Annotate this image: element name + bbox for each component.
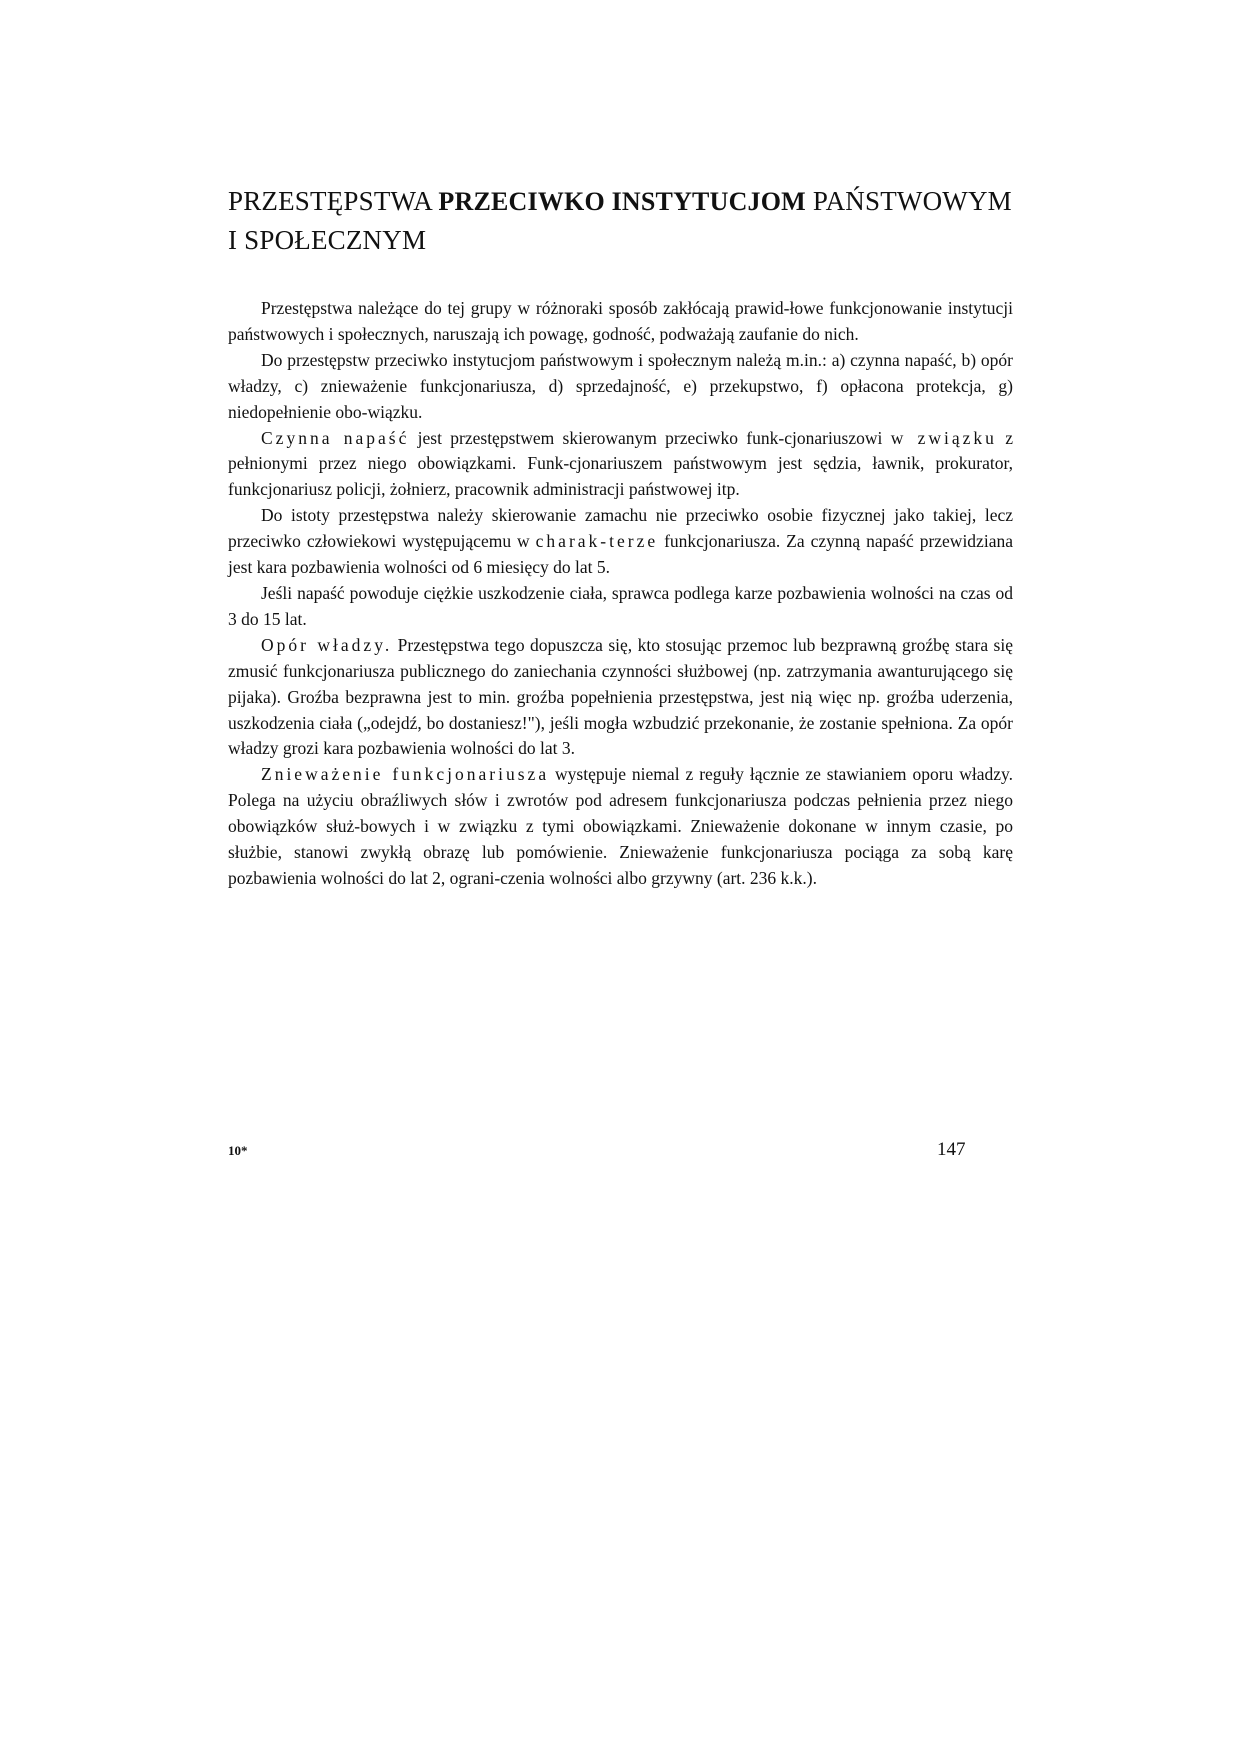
paragraph-text: Przestępstwa tego dopuszcza się, kto stosując przemoc lub bezprawną groźbę stara się zmusić funkcjonariusza publicznego do zaniechania czynności służbowej (np. zatrzymania awanturującego się pijaka). Groźba bezprawna jest to min. groźba popełnienia przestępstwa, jest nią więc np. groźba uderzenia, uszkodzenia ciała („odejdź, bo dostaniesz!"), jeśli mogła wzbudzić przekonanie, że zostanie spełniona. Za opór władzy grozi kara pozbawienia wolności do lat 3.	[228, 634, 1014, 759]
paragraph-istota	[228, 503, 1013, 581]
paragraph-text: Do istoty przestępstwa należy skierowanie zamachu nie przeciwko osobie fizycznej jako takiej, lecz przeciwko człowiekowi występującemu w	[228, 505, 1013, 552]
body-text	[228, 296, 1013, 892]
title-part-3: PAŃSTWOWYM	[805, 186, 1012, 216]
title-line-2: I SPOŁECZNYM	[228, 225, 427, 255]
chapter-title	[228, 182, 1028, 259]
paragraph-text: jest przestępstwem skierowanym przeciwko funk-cjonariuszowi	[409, 427, 891, 448]
paragraph-text: funkcjonariusza. Za czynną napaść przewidziana jest kara pozbawienia wolności od 6 miesięcy do lat 5.	[228, 531, 1013, 578]
paragraph-czynna-napasc	[228, 426, 1013, 504]
title-part-1: PRZESTĘPSTWA	[228, 186, 439, 216]
term-czynna-napasc: Czynna napaść	[261, 427, 410, 448]
term-charakterze: charak-terze	[535, 531, 659, 552]
paragraph-ciezkie-uszkodzenie: Jeśli napaść powoduje ciężkie uszkodzenie ciała, sprawca podlega karze pozbawienia wolności na czas od 3 do 15 lat.	[228, 582, 1013, 629]
signature-mark: 10*	[228, 1143, 248, 1158]
term-opor-wladzy: Opór władzy.	[261, 634, 393, 655]
paragraph-znieważenie	[228, 762, 1013, 892]
paragraph-text: występuje niemal z reguły łącznie ze stawianiem oporu władzy. Polega na użyciu obraźliwych słów i zwrotów pod adresem funkcjonariusza podczas pełnienia przez niego obowiązków służ-bowych i w związku z tymi obowiązkami. Znieważenie dokonane w innym czasie, po służbie, stanowi zwykłą obrazę lub pomówienie. Znieważenie funkcjonariusza pociąga za sobą karę pozbawienia wolności do lat 2, ograni-czenia wolności albo grzywny (art. 236 k.k.).	[228, 764, 1013, 888]
title-part-2-bold: PRZECIWKO INSTYTUCJOM	[438, 187, 806, 216]
paragraph-list: Do przestępstw przeciwko instytucjom państwowym i społecznym należą m.in.: a) czynna napaść, b) opór władzy, c) znieważenie funkcjonariusza, d) sprzedajność, e) przekupstwo, f) opłacona protekcja, g) niedopełnienie obo-wiązku.	[228, 349, 1013, 422]
term-w-zwiazku: w związku	[890, 427, 997, 448]
paragraph-opor-wladzy	[228, 633, 1013, 763]
paragraph-intro: Przestępstwa należące do tej grupy w różnoraki sposób zakłócają prawid-łowe funkcjonowanie instytucji państwowych i społecznych, naruszają ich powagę, godność, podważają zaufanie do nich.	[228, 298, 1013, 344]
term-zniewazenie-funkcjonariusza: Znieważenie funkcjonariusza	[261, 764, 550, 785]
paragraph-text: z pełnionymi przez niego obowiązkami. Funk-cjonariuszem państwowym jest sędzia, ławnik, prokurator, funkcjonariusz policji, żołnierz, pracownik administracji państwowej itp.	[228, 427, 1013, 500]
page-number: 147	[937, 1139, 966, 1160]
